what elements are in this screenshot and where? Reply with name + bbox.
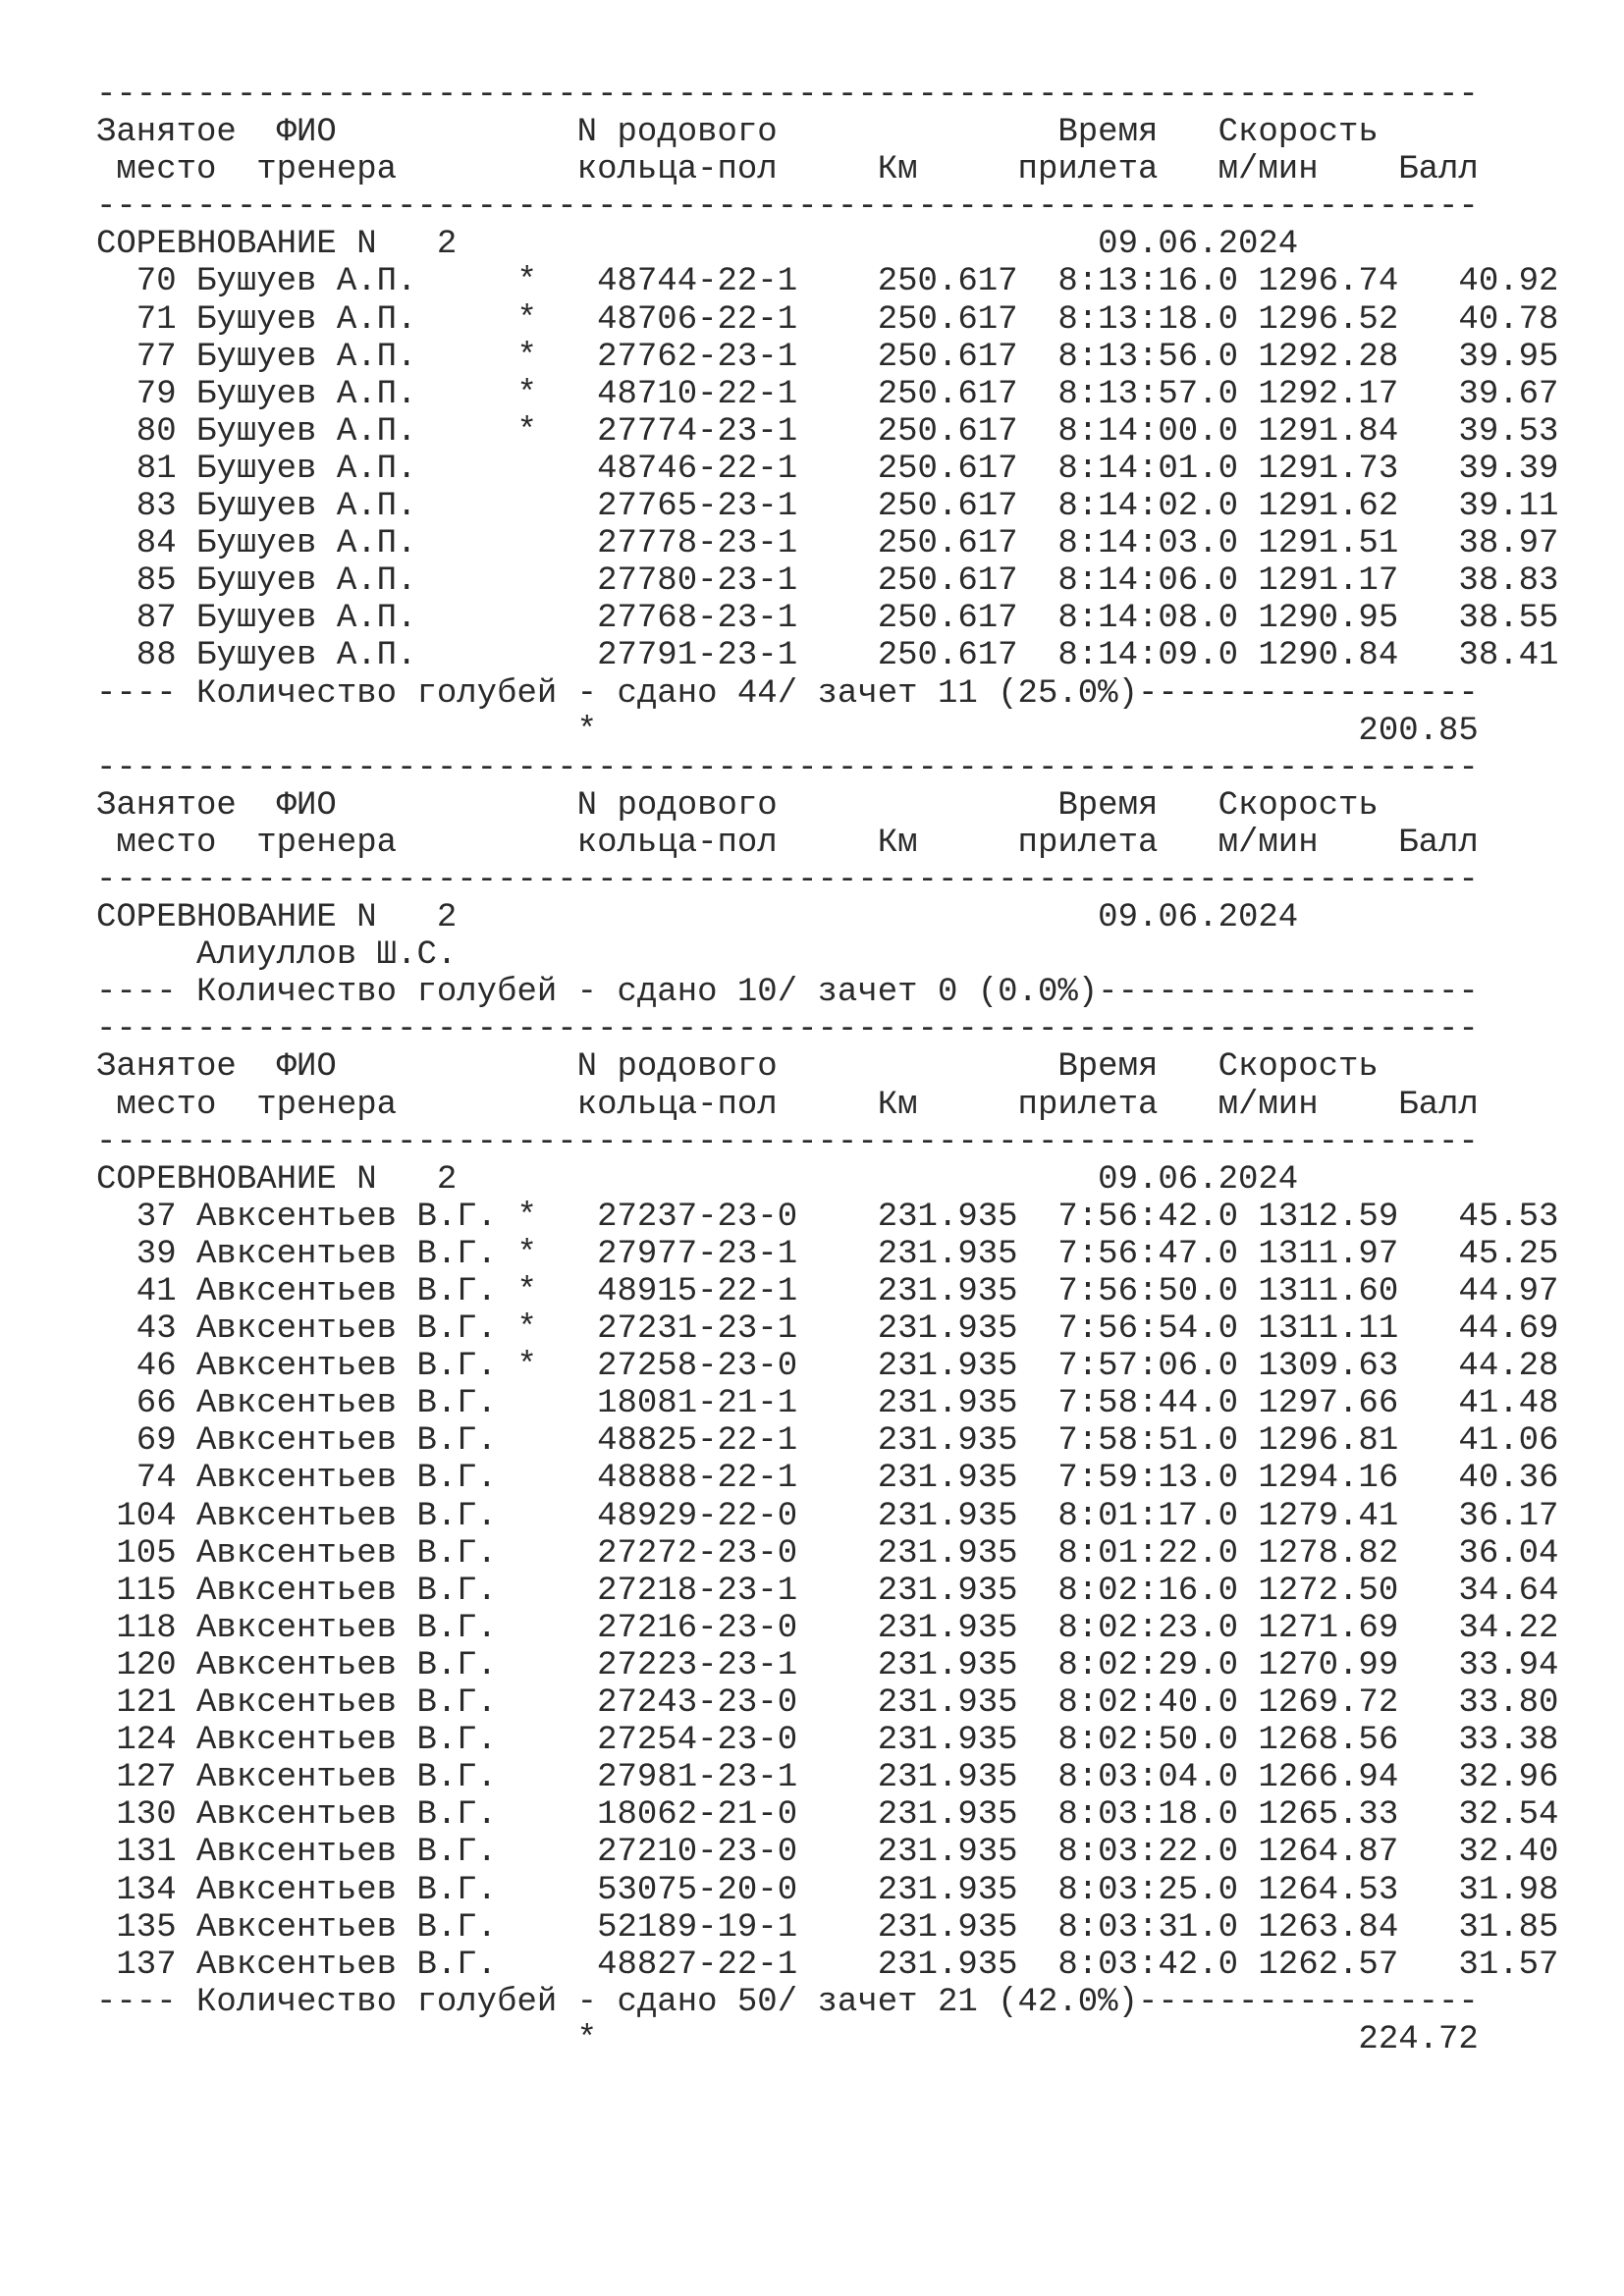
result-row: 69 Авксентьев В.Г. 48825-22-1 231.935 7:58:51.0 1296.81 41.06 [96, 1422, 1559, 1461]
column-header-row-2: место тренера кольца-пол Км прилета м/мин Балл [96, 824, 1479, 862]
results-document [96, 77, 1559, 2058]
result-row: 115 Авксентьев В.Г. 27218-23-1 231.935 8:02:16.0 1272.50 34.64 [96, 1572, 1559, 1610]
result-row: 120 Авксентьев В.Г. 27223-23-1 231.935 8:02:29.0 1270.99 33.94 [96, 1646, 1559, 1684]
result-row: 84 Бушуев А.П. 27778-23-1 250.617 8:14:03.0 1291.51 38.97 [96, 525, 1559, 563]
column-header-row-1: Занятое ФИО N родового Время Скорость [96, 114, 1379, 152]
competition-title: СОРЕВНОВАНИЕ N 2 09.06.2024 [96, 226, 1299, 264]
total-line: * 200.85 [96, 712, 1479, 750]
trainer-name: Алиуллов Ш.С. [96, 936, 458, 975]
separator-line: --------------------------------------------------------------------- [96, 1011, 1479, 1049]
result-row: 134 Авксентьев В.Г. 53075-20-0 231.935 8:03:25.0 1264.53 31.98 [96, 1871, 1559, 1909]
summary-line: ---- Количество голубей - сдано 44/ зачет 11 (25.0%)----------------- [96, 674, 1479, 713]
result-row: 104 Авксентьев В.Г. 48929-22-0 231.935 8:01:17.0 1279.41 36.17 [96, 1497, 1559, 1535]
result-row: 74 Авксентьев В.Г. 48888-22-1 231.935 7:59:13.0 1294.16 40.36 [96, 1460, 1559, 1498]
separator-line: --------------------------------------------------------------------- [96, 77, 1479, 114]
result-row: 135 Авксентьев В.Г. 52189-19-1 231.935 8:03:31.0 1263.84 31.85 [96, 1908, 1559, 1947]
result-row: 130 Авксентьев В.Г. 18062-21-0 231.935 8:03:18.0 1265.33 32.54 [96, 1796, 1559, 1835]
result-row: 121 Авксентьев В.Г. 27243-23-0 231.935 8:02:40.0 1269.72 33.80 [96, 1684, 1559, 1723]
result-row: 131 Авксентьев В.Г. 27210-23-0 231.935 8:03:22.0 1264.87 32.40 [96, 1834, 1559, 1872]
result-row: 118 Авксентьев В.Г. 27216-23-0 231.935 8:02:23.0 1271.69 34.22 [96, 1609, 1559, 1647]
result-row: 39 Авксентьев В.Г. * 27977-23-1 231.935 7:56:47.0 1311.97 45.25 [96, 1235, 1559, 1273]
result-row: 83 Бушуев А.П. 27765-23-1 250.617 8:14:02.0 1291.62 39.11 [96, 488, 1559, 526]
result-row: 88 Бушуев А.П. 27791-23-1 250.617 8:14:09.0 1290.84 38.41 [96, 637, 1559, 675]
result-row: 46 Авксентьев В.Г. * 27258-23-0 231.935 7:57:06.0 1309.63 44.28 [96, 1348, 1559, 1386]
result-row: 80 Бушуев А.П. * 27774-23-1 250.617 8:14:00.0 1291.84 39.53 [96, 412, 1559, 451]
separator-line: --------------------------------------------------------------------- [96, 188, 1479, 227]
result-row: 41 Авксентьев В.Г. * 48915-22-1 231.935 7:56:50.0 1311.60 44.97 [96, 1273, 1559, 1310]
column-header-row-1: Занятое ФИО N родового Время Скорость [96, 786, 1379, 825]
result-row: 87 Бушуев А.П. 27768-23-1 250.617 8:14:08.0 1290.95 38.55 [96, 600, 1559, 638]
separator-line: --------------------------------------------------------------------- [96, 749, 1479, 787]
result-row: 66 Авксентьев В.Г. 18081-21-1 231.935 7:58:44.0 1297.66 41.48 [96, 1385, 1559, 1423]
summary-line: ---- Количество голубей - сдано 10/ зачет 0 (0.0%)------------------- [96, 974, 1479, 1012]
column-header-row-2: место тренера кольца-пол Км прилета м/мин Балл [96, 1086, 1479, 1124]
separator-line: --------------------------------------------------------------------- [96, 861, 1479, 899]
result-row: 77 Бушуев А.П. * 27762-23-1 250.617 8:13:56.0 1292.28 39.95 [96, 338, 1559, 376]
result-row: 81 Бушуев А.П. 48746-22-1 250.617 8:14:01.0 1291.73 39.39 [96, 450, 1559, 488]
result-row: 85 Бушуев А.П. 27780-23-1 250.617 8:14:06.0 1291.17 38.83 [96, 562, 1559, 601]
result-row: 124 Авксентьев В.Г. 27254-23-0 231.935 8:02:50.0 1268.56 33.38 [96, 1722, 1559, 1760]
result-row: 105 Авксентьев В.Г. 27272-23-0 231.935 8:01:22.0 1278.82 36.04 [96, 1534, 1559, 1573]
result-row: 43 Авксентьев В.Г. * 27231-23-1 231.935 7:56:54.0 1311.11 44.69 [96, 1310, 1559, 1349]
column-header-row-1: Занятое ФИО N родового Время Скорость [96, 1048, 1379, 1087]
result-row: 127 Авксентьев В.Г. 27981-23-1 231.935 8:03:04.0 1266.94 32.96 [96, 1759, 1559, 1797]
total-line: * 224.72 [96, 2020, 1479, 2058]
column-header-row-2: место тренера кольца-пол Км прилета м/мин Балл [96, 151, 1479, 189]
result-row: 137 Авксентьев В.Г. 48827-22-1 231.935 8:03:42.0 1262.57 31.57 [96, 1946, 1559, 1984]
result-row: 71 Бушуев А.П. * 48706-22-1 250.617 8:13:18.0 1296.52 40.78 [96, 300, 1559, 339]
competition-title: СОРЕВНОВАНИЕ N 2 09.06.2024 [96, 1160, 1299, 1199]
result-row: 37 Авксентьев В.Г. * 27237-23-0 231.935 7:56:42.0 1312.59 45.53 [96, 1198, 1559, 1236]
summary-line: ---- Количество голубей - сдано 50/ зачет 21 (42.0%)----------------- [96, 1983, 1479, 2021]
competition-title: СОРЕВНОВАНИЕ N 2 09.06.2024 [96, 899, 1299, 937]
result-row: 79 Бушуев А.П. * 48710-22-1 250.617 8:13:57.0 1292.17 39.67 [96, 375, 1559, 413]
separator-line: --------------------------------------------------------------------- [96, 1123, 1479, 1161]
result-row: 70 Бушуев А.П. * 48744-22-1 250.617 8:13:16.0 1296.74 40.92 [96, 263, 1559, 301]
